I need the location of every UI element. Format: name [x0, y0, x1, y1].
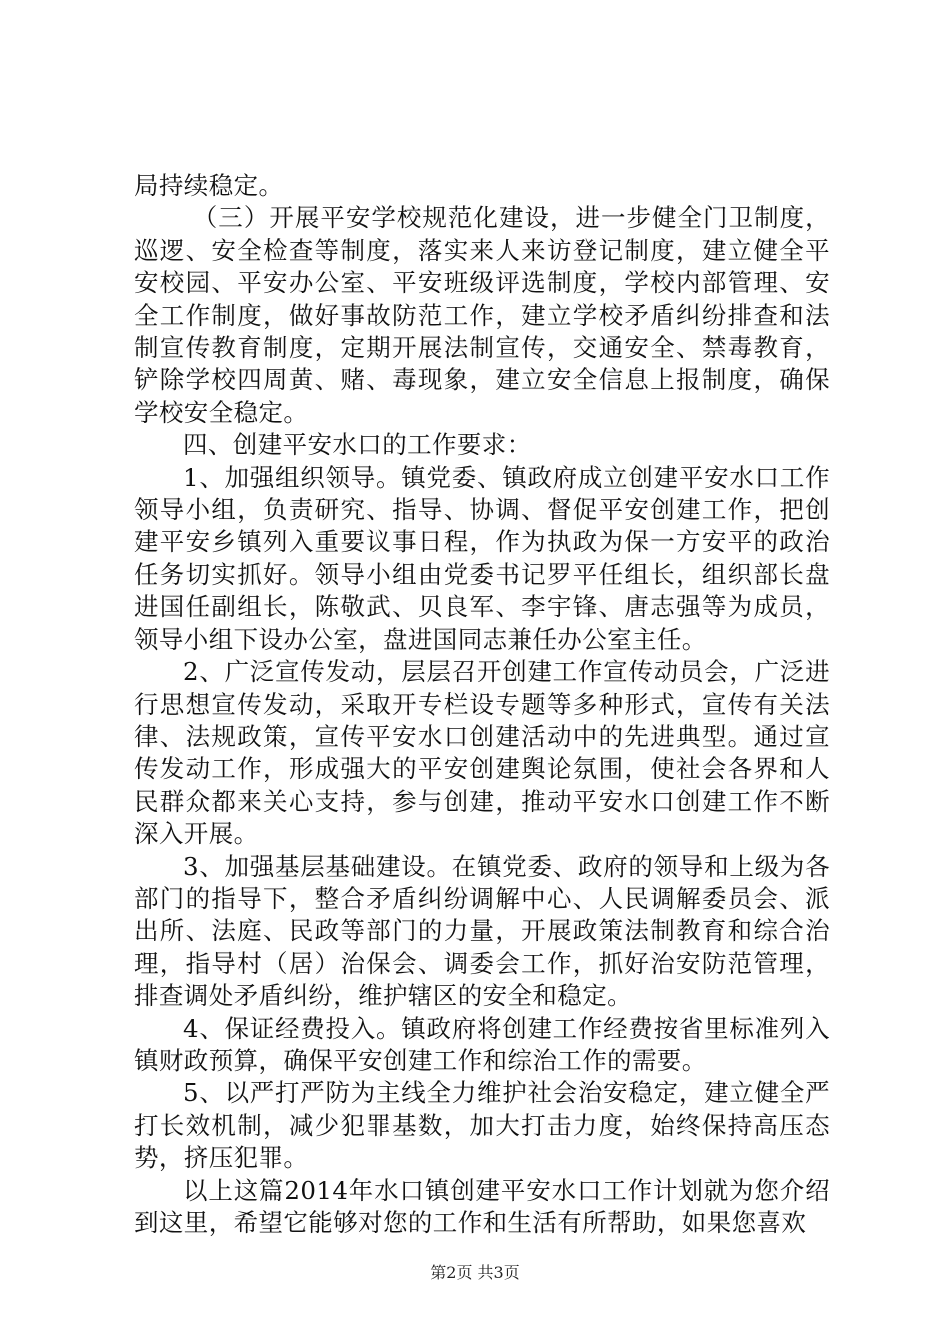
paragraph-item-2: 2、广泛宣传发动，层层召开创建工作宣传动员会，广泛进行思想宣传发动，采取开专栏设专题等多种形式，宣传有关法律、法规政策，宣传平安水口创建活动中的先进典型。通过宣传发动工作，形成强大的平安创建舆论氛围，使社会各界和人民群众都来关心支持，参与创建，推动平安水口创建工作不断深入开展。: [134, 657, 830, 849]
paragraph-continuation: 局持续稳定。: [134, 171, 284, 200]
document-body: [134, 170, 830, 1239]
paragraph-item-1: 1、加强组织领导。镇党委、镇政府成立创建平安水口工作领导小组，负责研究、指导、协调、督促平安创建工作，把创建平安乡镇列入重要议事日程，作为执政为保一方安平的政治任务切实抓好。领导小组由党委书记罗平任组长，组织部长盘进国任副组长，陈敬武、贝良军、李宇锋、唐志强等为成员，领导小组下设办公室，盘进国同志兼任办公室主任。: [134, 462, 830, 654]
paragraph-item-3: 3、加强基层基础建设。在镇党委、政府的领导和上级为各部门的指导下，整合矛盾纠纷调解中心、人民调解委员会、派出所、法庭、民政等部门的力量，开展政策法制教育和综合治理，指导村（居）治保会、调委会工作，抓好治安防范管理，排查调处矛盾纠纷，维护辖区的安全和稳定。: [134, 851, 830, 1011]
paragraph-item-4: 4、保证经费投入。镇政府将创建工作经费按省里标准列入镇财政预算，确保平安创建工作和综治工作的需要。: [134, 1013, 830, 1075]
paragraph-item-5: 5、以严打严防为主线全力维护社会治安稳定，建立健全严打长效机制，减少犯罪基数，加大打击力度，始终保持高压态势，挤压犯罪。: [134, 1078, 830, 1173]
paragraph-school-safety: （三）开展平安学校规范化建设，进一步健全门卫制度，巡逻、安全检查等制度，落实来人来访登记制度，建立健全平安校园、平安办公室、平安班级评选制度，学校内部管理、安全工作制度，做好事故防范工作，建立学校矛盾纠纷排查和法制宣传教育制度，定期开展法制宣传，交通安全、禁毒教育，铲除学校四周黄、赌、毒现象，建立安全信息上报制度，确保学校安全稳定。: [134, 203, 830, 427]
paragraph-closing: 以上这篇2014年水口镇创建平安水口工作计划就为您介绍到这里，希望它能够对您的工作和生活有所帮助，如果您喜欢: [134, 1175, 830, 1237]
page-number-footer: 第2页 共3页: [430, 1263, 520, 1282]
section-heading-requirements: 四、创建平安水口的工作要求：: [183, 430, 532, 460]
